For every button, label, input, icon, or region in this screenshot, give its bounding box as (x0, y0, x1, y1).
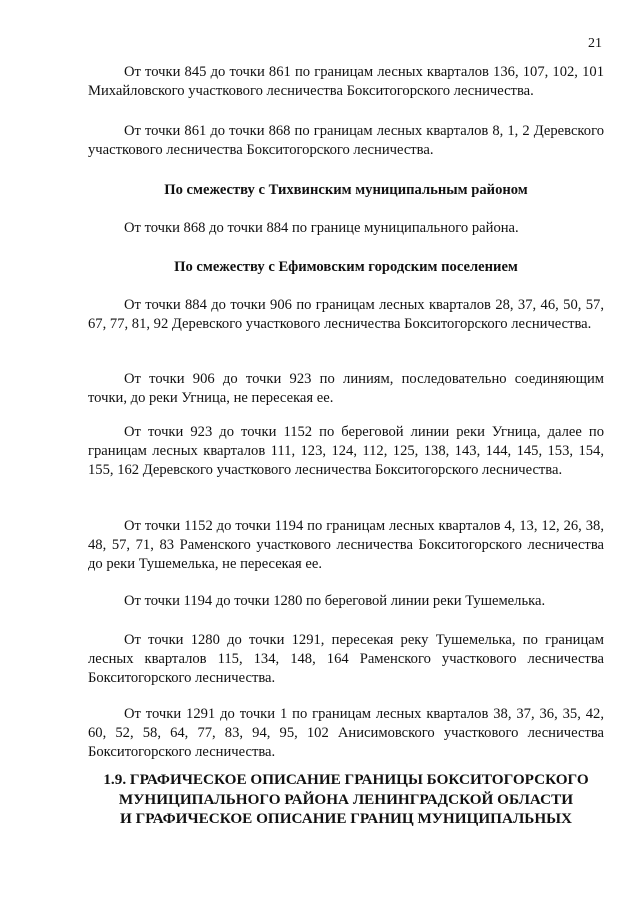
heading-tikhvin: По смежеству с Тихвинским муниципальным районом (164, 182, 528, 198)
section-title-line-2: МУНИЦИПАЛЬНОГО РАЙОНА ЛЕНИНГРАДСКОЙ ОБЛАСТИ (118, 790, 574, 808)
paragraph-6: От точки 923 до точки 1152 по береговой линии реки Угница, далее по границам лесных кварталов 111, 123, 124, 112, 125, 138, 143, 144, 145, 153, 154, 155, 162 Деревского участкового лесничества Бокситогорского лесничества. (88, 424, 604, 478)
paragraph-3: От точки 868 до точки 884 по границе муниципального района. (124, 220, 519, 236)
section-title (88, 770, 604, 829)
paragraph-8: От точки 1194 до точки 1280 по береговой линии реки Тушемелька. (124, 593, 546, 609)
paragraph-7: От точки 1152 до точки 1194 по границам лесных кварталов 4, 13, 12, 26, 38, 48, 57, 71, 83 Раменского участкового лесничества Бокситогорского лесничества до реки Тушемелька, не пересекая ее. (88, 518, 604, 572)
section-title-line-1: 1.9. ГРАФИЧЕСКОЕ ОПИСАНИЕ ГРАНИЦЫ БОКСИТОГОРСКОГО (103, 771, 589, 788)
paragraph-4: От точки 884 до точки 906 по границам лесных кварталов 28, 37, 46, 50, 57, 67, 77, 81, 92 Деревского участкового лесничества Бокситогорского лесничества. (88, 297, 604, 332)
page-number: 21 (588, 36, 602, 51)
paragraph-5: От точки 906 до точки 923 по линиям, последовательно соединяющим точки, до реки Угница, не пересекая ее. (88, 371, 604, 406)
paragraph-9: От точки 1280 до точки 1291, пересекая реку Тушемелька, по границам лесных кварталов 115, 134, 148, 164 Раменского участкового лесничества Бокситогорского лесничества. (88, 632, 604, 686)
paragraph-1: От точки 845 до точки 861 по границам лесных кварталов 136, 107, 102, 101 Михайловского участкового лесничества Бокситогорского лесничества. (88, 64, 604, 99)
paragraph-2: От точки 861 до точки 868 по границам лесных кварталов 8, 1, 2 Деревского участкового лесничества Бокситогорского лесничества. (88, 123, 604, 158)
section-title-line-3: И ГРАФИЧЕСКОЕ ОПИСАНИЕ ГРАНИЦ МУНИЦИПАЛЬНЫХ (119, 810, 573, 827)
paragraph-10: От точки 1291 до точки 1 по границам лесных кварталов 38, 37, 36, 35, 42, 60, 52, 58, 64, 77, 83, 94, 95, 102 Анисимовского участкового лесничества Бокситогорского лесничества. (88, 706, 604, 760)
heading-efimovsky: По смежеству с Ефимовским городским поселением (174, 259, 518, 275)
